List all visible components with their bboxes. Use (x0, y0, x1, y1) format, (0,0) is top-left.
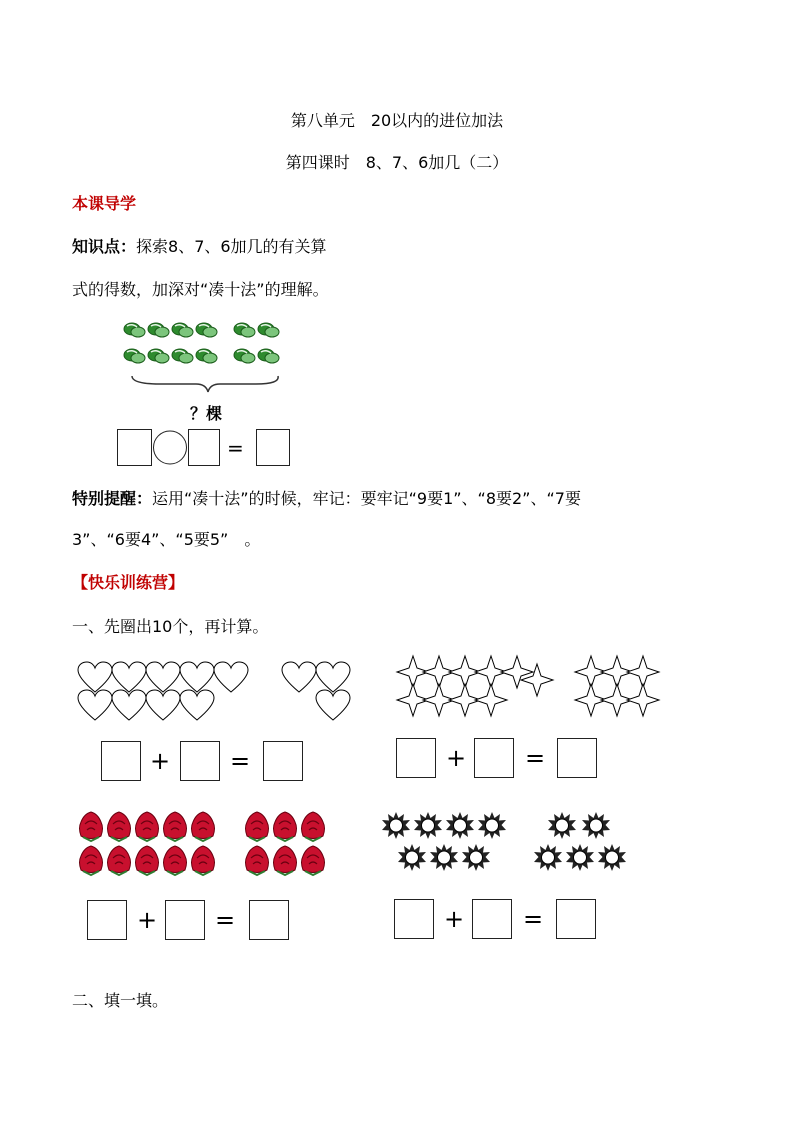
operator-circle[interactable] (152, 429, 188, 466)
knowledge-line1: 探索8、7、6加几的有关算 (136, 237, 327, 256)
reminder-text1: 运用“凑十法”的时候，牢记：要牢记“9要1”、“8要2”、“7要 (152, 489, 581, 508)
hearts-box-2[interactable] (180, 741, 220, 781)
question-2: 二、填一填。 (72, 991, 169, 1010)
reminder-line1 (72, 486, 581, 509)
equals-sign: = (227, 436, 244, 460)
plus-sign: + (137, 906, 158, 934)
equals-sign: = (215, 906, 236, 934)
stars-box-2[interactable] (474, 738, 514, 778)
question-label: ？棵 (190, 404, 223, 423)
stars-group (395, 654, 667, 722)
suns-box-3[interactable] (556, 899, 596, 939)
equals-sign: = (230, 747, 251, 775)
answer-box-1[interactable] (117, 429, 152, 466)
roses-box-2[interactable] (165, 900, 205, 940)
hearts-box-1[interactable] (101, 741, 141, 781)
knowledge-line2: 式的得数，加深对“凑十法”的理解。 (72, 280, 329, 299)
cabbage-group-left (124, 323, 217, 363)
reminder-label: 特别提醒： (72, 489, 153, 508)
roses-box-3[interactable] (249, 900, 289, 940)
lesson-title: 第四课时 8、7、6加几（二） (285, 153, 509, 172)
hearts-box-3[interactable] (263, 741, 303, 781)
answer-box-2[interactable] (188, 429, 220, 466)
plus-sign: + (446, 744, 467, 772)
stars-box-3[interactable] (557, 738, 597, 778)
reminder-line2: 3”、“6要4”、“5要5” 。 (72, 530, 261, 549)
roses-box-1[interactable] (87, 900, 127, 940)
equals-sign: = (525, 744, 546, 772)
stars-box-1[interactable] (396, 738, 436, 778)
unit-title: 第八单元 20以内的进位加法 (290, 111, 504, 130)
guide-heading: 本课导学 (72, 194, 137, 213)
cabbage-illustration (120, 318, 290, 398)
brace (132, 376, 278, 392)
knowledge-point (72, 234, 327, 257)
suns-box-1[interactable] (394, 899, 434, 939)
hearts-group (78, 660, 358, 724)
question-1: 一、先圈出10个，再计算。 (72, 617, 269, 636)
answer-box-3[interactable] (256, 429, 290, 466)
cabbage-group-right (234, 323, 279, 363)
training-heading: 【快乐训练营】 (72, 573, 185, 592)
plus-sign: + (150, 747, 171, 775)
suns-group (380, 808, 630, 876)
suns-box-2[interactable] (472, 899, 512, 939)
knowledge-label: 知识点： (72, 237, 137, 256)
plus-sign: + (444, 905, 465, 933)
roses-group (78, 808, 328, 878)
equals-sign: = (523, 905, 544, 933)
